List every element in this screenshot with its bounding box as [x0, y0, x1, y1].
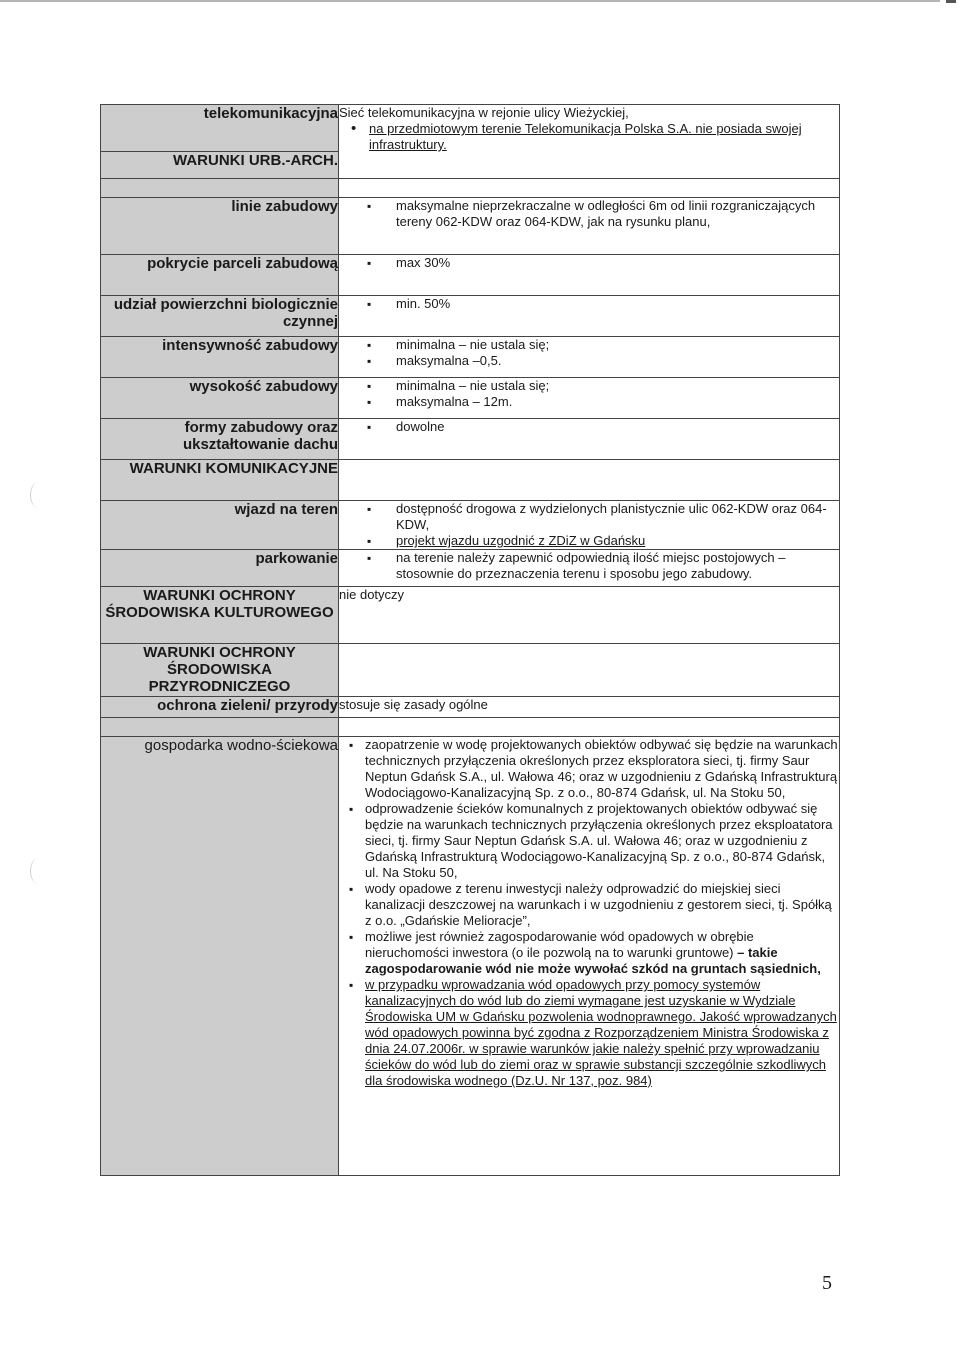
row-udzial — [101, 296, 840, 337]
row-formy — [101, 419, 840, 460]
row-gospodarka — [101, 737, 840, 1176]
label-linie-zabudowy: linie zabudowy — [101, 198, 339, 255]
value-ochrona-przyrodnicza — [339, 644, 840, 697]
gospodarka-bullet-pozwolenie — [339, 977, 839, 1089]
value-ochrona-kulturowa: nie dotyczy — [339, 587, 840, 644]
label-udzial: udział powierzchni biologicznie czynnej — [101, 296, 339, 337]
udzial-bullet: ▪ min. 50% — [339, 296, 839, 312]
page-number: 5 — [822, 1272, 832, 1294]
value-pokrycie — [339, 255, 840, 296]
row-wjazd — [101, 501, 840, 550]
value-parkowanie — [339, 550, 840, 587]
spacer-row — [101, 179, 840, 198]
bullet4-bold: – takie zagospodarowanie wód nie może wywołać szkód na gruntach sąsiednich, — [365, 945, 821, 976]
value-zielen: stosuje się zasady ogólne — [339, 697, 840, 718]
row-zielen — [101, 697, 840, 718]
value-gospodarka — [339, 737, 840, 1176]
intensywnosc-bullet-min: ▪ minimalna – nie ustala się; — [339, 337, 839, 353]
row-ochrona-kulturowa — [101, 587, 840, 644]
row-telekomunikacyjna — [101, 105, 840, 152]
row-warunki-kom — [101, 460, 840, 501]
label-warunki-urb-arch: WARUNKI URB.-ARCH. — [101, 152, 339, 179]
label-ochrona-przyrodnicza — [101, 644, 339, 697]
wysokosc-bullet-min: ▪ minimalna – nie ustala się; — [339, 378, 839, 394]
label-ochrona-kulturowa-text: WARUNKI OCHRONY ŚRODOWISKA KULTUROWEGO — [105, 587, 334, 621]
gospodarka-bullet-scieki: ▪ odprowadzenie ścieków komunalnych z projektowanych obiektów odbywać się będzie na warunkach technicznych przyłączenia określonych przez eksploatatora sieci, tj. firmy Saur Neptun Gdańsk S.A. ul. Wałowa 46; oraz w uzgodnieniu z Gdańską Infrastrukturą Wodociągowo-Kanalizacyjną Sp. z o.o., 80-874 Gdańsk, ul. Na Stoku 50, — [339, 801, 839, 881]
gospodarka-bullet-woda: ▪ zaopatrzenie w wodę projektowanych obiektów odbywać się będzie na warunkach technicznych przyłączenia określonych przez eksploratora sieci, tj. firmy Saur Neptun Gdańsk S.A., ul. Wałowa 46; oraz w uzgodnieniu z Gdańską Infrastrukturą Wodociągowo-Kanalizacyjną Sp. z o.o., 80-874 Gdańsk, ul. Na Stoku 50, — [339, 737, 839, 801]
label-wjazd: wjazd na teren — [101, 501, 339, 550]
row-parkowanie — [101, 550, 840, 587]
row-pokrycie — [101, 255, 840, 296]
value-wjazd — [339, 501, 840, 550]
formy-bullet: ▪ dowolne — [339, 419, 839, 435]
label-ochrona-kulturowa — [101, 587, 339, 644]
value-intensywnosc — [339, 337, 840, 378]
label-ochrona-przyrodnicza-text: WARUNKI OCHRONY ŚRODOWISKA PRZYRODNICZEGO — [143, 644, 296, 695]
row-wysokosc — [101, 378, 840, 419]
value-formy — [339, 419, 840, 460]
gospodarka-bullet-zagospodarowanie — [339, 929, 839, 977]
value-udzial — [339, 296, 840, 337]
wjazd-bullet-projekt: ▪ projekt wjazdu uzgodnić z ZDiZ w Gdańsku — [339, 533, 839, 549]
intensywnosc-bullet-max: ▪ maksymalna –0,5. — [339, 353, 839, 369]
wjazd-bullet-dostepnosc: ▪ dostępność drogowa z wydzielonych planistycznie ulic 062-KDW oraz 064-KDW, — [339, 501, 839, 533]
value-telekomunikacyjna — [339, 105, 840, 179]
label-pokrycie: pokrycie parceli zabudową — [101, 255, 339, 296]
label-warunki-komunikacyjne: WARUNKI KOMUNIKACYJNE — [101, 460, 339, 501]
label-telekomunikacyjna: telekomunikacyjna — [101, 105, 339, 152]
spacer-label-cell — [101, 718, 339, 737]
value-warunki-komunikacyjne — [339, 460, 840, 501]
bullet5-text: w przypadku wprowadzania wód opadowych przy pomocy systemów kanalizacyjnych do wód lub do ziemi wymagane jest uzyskanie w Wydziale Środowiska UM w Gdańsku pozwolenia wodnoprawnego. Jakość wprowadzanych wód opadowych powinna być zgodna z Rozporządzeniem Ministra Środowiska z dnia 24.07.2006r. w sprawie warunków jakie należy spełnić przy wprowadzaniu ścieków do wód lub do ziemi oraz w sprawie substancji szczególnie szkodliwych dla środowiska wodnego (Dz.U. Nr 137, poz. 984) — [365, 977, 837, 1088]
scan-edge-line — [0, 0, 940, 2]
value-wysokosc — [339, 378, 840, 419]
linie-bullet: ▪ maksymalne nieprzekraczalne w odległości 6m od linii rozgraniczających tereny 062-KDW oraz 064-KDW, jak na rysunku planu, — [339, 198, 839, 230]
wysokosc-bullet-max: ▪ maksymalna – 12m. — [339, 394, 839, 410]
scan-corner-mark — [946, 0, 956, 3]
punch-hole-mark — [30, 482, 47, 508]
label-formy: formy zabudowy oraz ukształtowanie dachu — [101, 419, 339, 460]
label-zielen: ochrona zieleni/ przyrody — [101, 697, 339, 718]
row-ochrona-przyrodnicza — [101, 644, 840, 697]
gospodarka-bullet-wody-opadowe: ▪ wody opadowe z terenu inwestycji należy odprowadzić do miejskiej sieci kanalizacji deszczowej na warunkach i w uzgodnieniu z gestorem sieci, tj. Spółką z o.o. „Gdańskie Melioracje”, — [339, 881, 839, 929]
value-linie-zabudowy — [339, 198, 840, 255]
conditions-table — [100, 104, 840, 1176]
telekom-intro: Sieć telekomunikacyjna w rejonie ulicy Wieżyckiej, — [339, 105, 629, 120]
parkowanie-bullet: ▪ na terenie należy zapewnić odpowiednią ilość miejsc postojowych – stosownie do przeznaczenia terenu i sposobu jego zabudowy. — [339, 550, 839, 582]
label-parkowanie: parkowanie — [101, 550, 339, 587]
spacer-row — [101, 718, 840, 737]
spacer-value-cell — [339, 179, 840, 198]
row-linie-zabudowy — [101, 198, 840, 255]
pokrycie-bullet: ▪ max 30% — [339, 255, 839, 271]
label-wysokosc: wysokość zabudowy — [101, 378, 339, 419]
label-intensywnosc: intensywność zabudowy — [101, 337, 339, 378]
row-intensywnosc — [101, 337, 840, 378]
label-gospodarka: gospodarka wodno-ściekowa — [101, 737, 339, 1176]
bullet4-text: możliwe jest również zagospodarowanie wód opadowych w obrębie nieruchomości inwestora (o ile pozwolą na to warunki gruntowe) — [365, 929, 754, 960]
telekom-bullet: • na przedmiotowym terenie Telekomunikacja Polska S.A. nie posiada swojej infrastruktury. — [339, 121, 839, 153]
spacer-value-cell — [339, 718, 840, 737]
punch-hole-mark — [30, 858, 47, 884]
spacer-label-cell — [101, 179, 339, 198]
